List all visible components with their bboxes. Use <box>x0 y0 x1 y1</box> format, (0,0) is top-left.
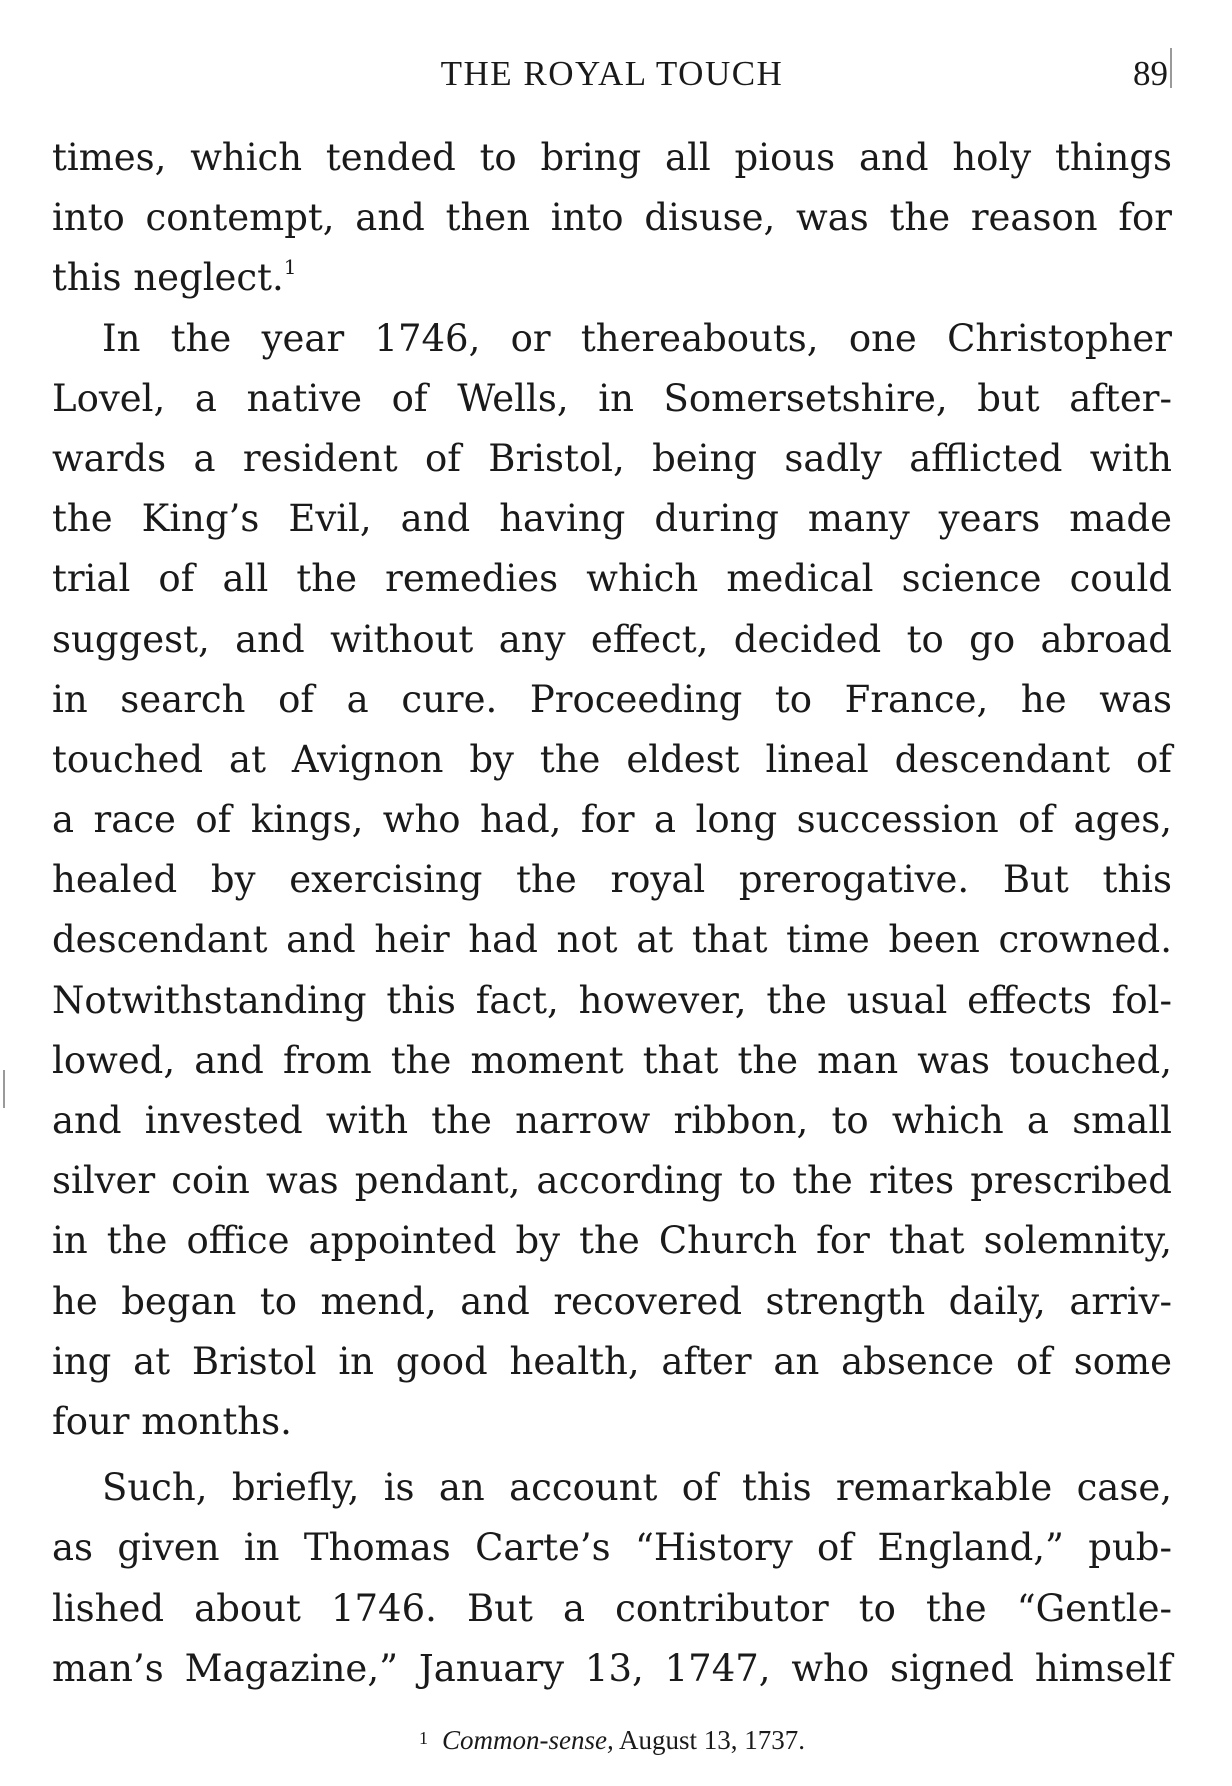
text-line: he began to mend, and recovered strength daily, arriv- <box>52 1279 1172 1323</box>
footnote-reference: 1 <box>283 255 297 280</box>
text-line: and invested with the narrow ribbon, to which a small <box>52 1099 1172 1142</box>
text-line: touched at Avignon by the eldest lineal descendant of <box>52 737 1172 781</box>
running-head <box>52 52 1172 96</box>
text-line: as given in Thomas Carte’s “History of England,” pub- <box>52 1526 1172 1570</box>
body-text <box>52 128 1172 1699</box>
text-line: Lovel, a native of Wells, in Somersetshire, but after- <box>52 376 1172 420</box>
scan-edge-mark <box>1170 48 1172 88</box>
footnote-date: August 13, 1737. <box>618 1725 805 1755</box>
page-number: 89 <box>1133 54 1168 93</box>
text-line: wards a resident of Bristol, being sadly afflicted with <box>52 436 1172 480</box>
text-line: times, which tended to bring all pious and holy things <box>52 136 1172 179</box>
text-line: lowed, and from the moment that the man was touched, <box>52 1038 1172 1082</box>
text-line: into contempt, and then into disuse, was the reason for <box>52 196 1172 240</box>
paragraph-3 <box>52 1458 1172 1699</box>
text-line-content: this neglect. <box>52 256 284 300</box>
text-line: healed by exercising the royal prerogative. But this <box>52 858 1172 902</box>
footnote <box>52 1720 1172 1758</box>
text-line: the King’s Evil, and having during many years made <box>52 497 1172 541</box>
text-line: lished about 1746. But a contributor to the “Gentle- <box>52 1586 1172 1630</box>
footnote-source: Common-sense, <box>441 1725 614 1755</box>
text-line: in search of a cure. Proceeding to France, he was <box>52 677 1172 721</box>
paragraph-1 <box>52 128 1172 309</box>
text-line: Notwithstanding this fact, however, the usual effects fol- <box>52 978 1172 1022</box>
scan-edge-mark <box>3 1070 5 1108</box>
text-line: a race of kings, who had, for a long succession of ages, <box>52 798 1172 842</box>
text-line: In the year 1746, or thereabouts, one Christopher <box>102 316 1172 360</box>
text-line: descendant and heir had not at that time been crowned. <box>52 918 1172 962</box>
text-line <box>52 248 1172 308</box>
paragraph-2 <box>52 309 1172 1453</box>
running-title: THE ROYAL TOUCH <box>440 54 784 93</box>
text-line: trial of all the remedies which medical science could <box>52 557 1172 601</box>
text-line: four months. <box>52 1399 292 1443</box>
text-line: silver coin was pendant, according to the rites prescribed <box>52 1159 1172 1203</box>
footnote-marker: 1 <box>418 1728 428 1748</box>
text-line: in the office appointed by the Church for that solemnity, <box>52 1219 1172 1263</box>
text-line: ing at Bristol in good health, after an absence of some <box>52 1339 1172 1383</box>
text-line: Such, briefly, is an account of this remarkable case, <box>102 1466 1172 1510</box>
text-line: suggest, and without any effect, decided to go abroad <box>52 617 1172 661</box>
text-line: man’s Magazine,” January 13, 1747, who signed himself <box>52 1646 1172 1690</box>
